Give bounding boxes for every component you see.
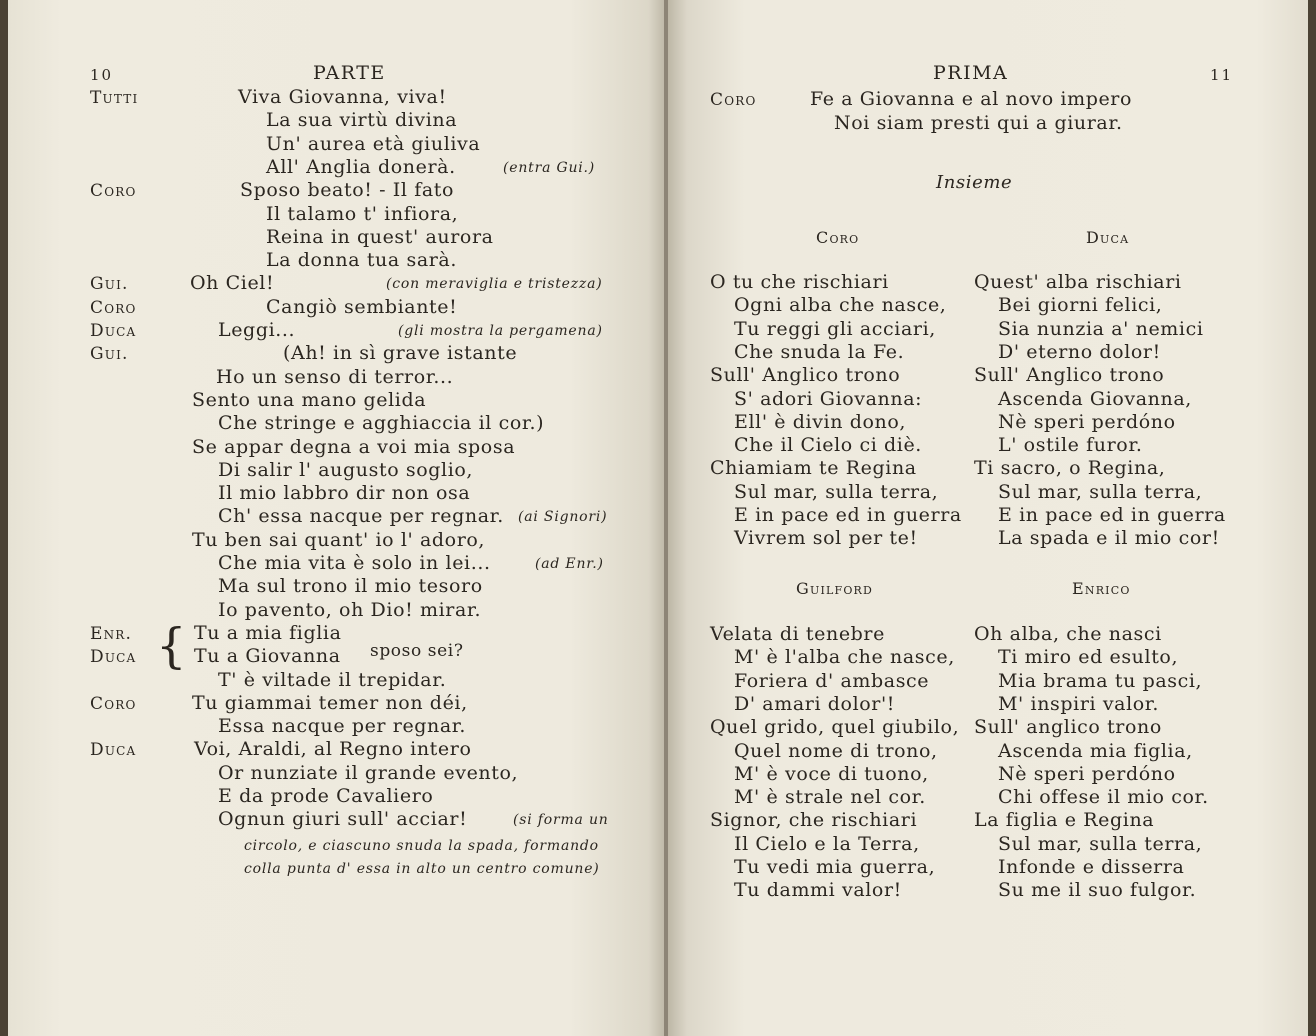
verse-line-coro: Chiamiam te Regina — [710, 457, 917, 479]
stage-direction: (ad Enr.) — [535, 556, 604, 572]
verse-line-coro: O tu che rischiari — [710, 271, 889, 293]
verse-line: Tu giammai temer non déi, — [192, 692, 468, 714]
stage-direction-cont-1: circolo, e ciascuno snuda la spada, formando — [244, 838, 599, 854]
verse-line-enrico: Chi offese il mio cor. — [998, 786, 1209, 808]
verse-line-coro: Ell' è divin dono, — [734, 411, 907, 433]
page-number-left: 10 — [90, 66, 114, 84]
verse-line-guilford: M' è strale nel cor. — [734, 786, 926, 808]
book-edge-right — [1308, 0, 1316, 1036]
verse-line-guilford: Tu vedi mia guerra, — [734, 856, 936, 878]
verse-line-guilford: Velata di tenebre — [710, 623, 885, 645]
verse-line: (Ah! in sì grave istante — [283, 342, 518, 364]
speaker-coro-top: Coro — [710, 90, 757, 110]
verse-line-coro: Sul mar, sulla terra, — [734, 481, 939, 503]
verse-line: Io pavento, oh Dio! mirar. — [218, 599, 482, 621]
speaker-label: Tutti — [90, 88, 139, 108]
speaker-label: Coro — [90, 181, 137, 201]
verse-line-duca: Sull' Anglico trono — [974, 364, 1165, 386]
verse-line-enrico: Infonde e disserra — [998, 856, 1185, 878]
verse-line-enrico: Nè speri perdóno — [998, 763, 1176, 785]
verse-line-coro: Ogni alba che nasce, — [734, 294, 947, 316]
verse-line: Il mio labbro dir non osa — [218, 482, 471, 504]
verse-line: Tu a Giovanna — [194, 645, 341, 667]
running-head-right: PRIMA — [933, 62, 1009, 84]
running-head-left: PARTE — [313, 62, 386, 84]
verse-line-coro: Vivrem sol per te! — [734, 527, 918, 549]
stage-direction: (ai Signori) — [518, 509, 608, 525]
verse-line: Un' aurea età giuliva — [266, 133, 481, 155]
verse-line-enrico: Ti miro ed esulto, — [998, 646, 1179, 668]
verse-line-duca: Sul mar, sulla terra, — [998, 481, 1203, 503]
verse-line: Sento una mano gelida — [192, 389, 427, 411]
stage-direction-cont-2: colla punta d' essa in alto un centro comune) — [244, 861, 600, 877]
verse-line-coro: Che il Cielo ci diè. — [734, 434, 922, 456]
verse-line-enrico: M' inspiri valor. — [998, 693, 1160, 715]
stage-direction: (con meraviglia e tristezza) — [386, 276, 603, 292]
left-page — [8, 0, 668, 1036]
verse-line-duca: L' ostile furor. — [998, 434, 1143, 456]
verse-line-coro: Che snuda la Fe. — [734, 341, 905, 363]
verse-line-duca: E in pace ed in guerra — [998, 504, 1226, 526]
verse-line: Che mia vita è solo in lei... — [218, 552, 491, 574]
verse-line: Cangiò sembiante! — [266, 296, 458, 318]
verse-line: T' è viltade il trepidar. — [218, 669, 447, 691]
verse-line: All' Anglia donerà. — [266, 156, 456, 178]
speaker-label: Coro — [90, 298, 137, 318]
verse-line: Se appar degna a voi mia sposa — [192, 436, 516, 458]
stage-direction: (gli mostra la pergamena) — [398, 323, 603, 339]
stage-direction: (si forma un — [513, 812, 609, 828]
verse-line-guilford: Tu dammi valor! — [734, 879, 902, 901]
verse-line: Or nunziate il grande evento, — [218, 762, 519, 784]
verse-line-guilford: Il Cielo e la Terra, — [734, 833, 920, 855]
verse-line: Reina in quest' aurora — [266, 226, 494, 248]
column-head-duca: Duca — [1086, 228, 1130, 247]
verse-line-duca: Quest' alba rischiari — [974, 271, 1182, 293]
verse-line-duca: La spada e il mio cor! — [998, 527, 1220, 549]
verse-line: Essa nacque per regnar. — [218, 715, 467, 737]
verse-line-enrico: La figlia e Regina — [974, 809, 1155, 831]
verse-line-coro: Tu reggi gli acciari, — [734, 318, 936, 340]
verse-line-enrico: Su me il suo fulgor. — [998, 879, 1197, 901]
verse-line: Il talamo t' infiora, — [266, 203, 459, 225]
verse-line: Tu a mia figlia — [194, 622, 342, 644]
speaker-label: Duca — [90, 647, 137, 667]
verse-line-duca: Bei giorni felici, — [998, 294, 1163, 316]
column-head-enrico: Enrico — [1072, 579, 1131, 598]
verse-line-duca: Ti sacro, o Regina, — [974, 457, 1166, 479]
right-page — [668, 0, 1308, 1036]
verse-line-duca: Sia nunzia a' nemici — [998, 318, 1204, 340]
verse-line-guilford: Foriera d' ambasce — [734, 670, 930, 692]
verse-line: Tu ben sai quant' io l' adoro, — [192, 529, 486, 551]
brace-left: { — [156, 618, 187, 674]
verse-line: Sposo beato! - Il fato — [240, 179, 455, 201]
verse-line: Ch' essa nacque per regnar. — [218, 505, 504, 527]
shared-fragment: sposo sei? — [370, 641, 464, 661]
verse-line: Che stringe e agghiaccia il cor.) — [218, 412, 545, 434]
speaker-label: Duca — [90, 321, 137, 341]
verse-line-guilford: M' è l'alba che nasce, — [734, 646, 955, 668]
verse-line: La sua virtù divina — [266, 109, 458, 131]
verse-line-coro: Sull' Anglico trono — [710, 364, 901, 386]
verse-line-duca: Nè speri perdóno — [998, 411, 1176, 433]
verse-line-duca: Ascenda Giovanna, — [998, 388, 1192, 410]
coro-line-2: Noi siam presti qui a giurar. — [834, 112, 1123, 134]
column-head-coro: Coro — [816, 228, 860, 247]
verse-line: La donna tua sarà. — [266, 249, 457, 271]
verse-line-enrico: Ascenda mia figlia, — [998, 740, 1193, 762]
verse-line-enrico: Sul mar, sulla terra, — [998, 833, 1203, 855]
page-number-right: 11 — [1210, 66, 1234, 84]
verse-line: Ognun giuri sull' acciar! — [218, 808, 468, 830]
stage-direction: (entra Gui.) — [503, 160, 596, 176]
verse-line-enrico: Mia brama tu pasci, — [998, 670, 1203, 692]
verse-line-duca: D' eterno dolor! — [998, 341, 1161, 363]
speaker-label: Gui. — [90, 274, 129, 294]
verse-line: Viva Giovanna, viva! — [238, 86, 447, 108]
verse-line: Leggi... — [218, 319, 296, 341]
verse-line-guilford: Quel grido, quel giubilo, — [710, 716, 960, 738]
verse-line-guilford: Quel nome di trono, — [734, 740, 938, 762]
book-edge-left — [0, 0, 8, 1036]
speaker-label: Gui. — [90, 344, 129, 364]
verse-line: Voi, Araldi, al Regno intero — [194, 738, 472, 760]
coro-line-1: Fe a Giovanna e al novo impero — [810, 88, 1133, 110]
verse-line-coro: E in pace ed in guerra — [734, 504, 962, 526]
verse-line-enrico: Sull' anglico trono — [974, 716, 1162, 738]
verse-line: E da prode Cavaliero — [218, 785, 434, 807]
verse-line: Oh Ciel! — [190, 272, 275, 294]
speaker-label: Duca — [90, 740, 137, 760]
verse-line-guilford: Signor, che rischiari — [710, 809, 918, 831]
verse-line-guilford: M' è voce di tuono, — [734, 763, 929, 785]
speaker-label: Coro — [90, 694, 137, 714]
verse-line-enrico: Oh alba, che nasci — [974, 623, 1162, 645]
column-head-guilford: Guilford — [796, 579, 874, 598]
verse-line-guilford: D' amari dolor'! — [734, 693, 896, 715]
verse-line: Ma sul trono il mio tesoro — [218, 575, 483, 597]
verse-line: Di salir l' augusto soglio, — [218, 459, 474, 481]
verse-line: Ho un senso di terror... — [216, 366, 454, 388]
speaker-label: Enr. — [90, 624, 133, 644]
verse-line-coro: S' adori Giovanna: — [734, 388, 923, 410]
insieme-heading: Insieme — [936, 172, 1013, 193]
